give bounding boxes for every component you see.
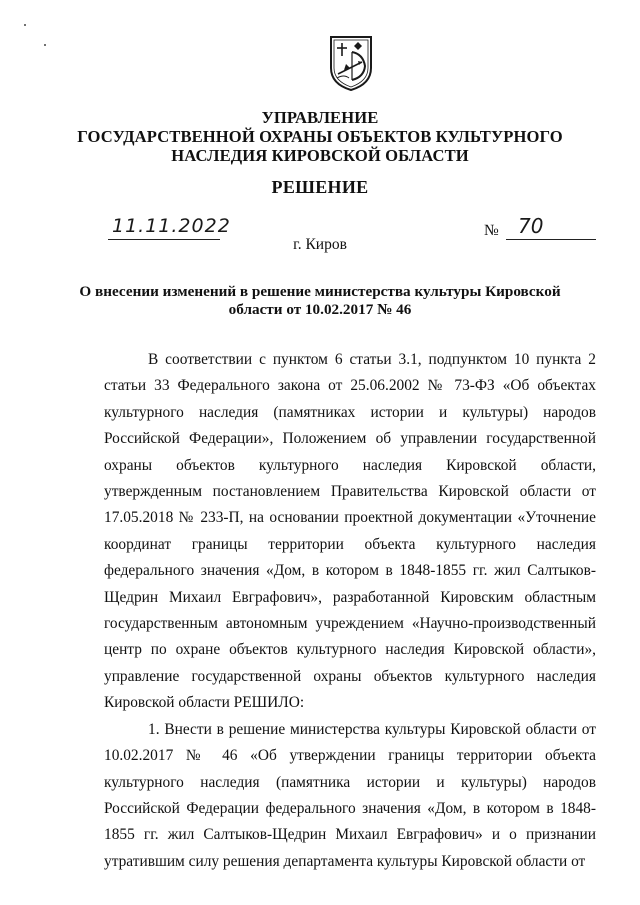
document-type-title: РЕШЕНИЕ: [271, 177, 369, 197]
body-paragraph: В соответствии с пунктом 6 статьи 3.1, подпунктом 10 пункта 2 статьи 33 Федерального закона от 25.06.2002 № 73-ФЗ «Об объектах культурного наследия (памятниках истории и культуры) народов Российской Федерации», Положением об управлении государственной охраны объектов культурного наследия Кировской области, утвержденным постановлением Правительства Кировской области от 17.05.2018 № 233-П, на основании проектной документации «Уточнение координат границы территории объекта культурного наследия федерального значения «Дом, в котором в 1848-1855 гг. жил Салтыков-Щедрин Михаил Евграфович», разработанной Кировским областным государственным автономным учреждением «Научно-производственный центр по охране объектов культурного наследия Кировской области», управление государственной охраны объектов культурного наследия Кировской области РЕШИЛО:: [104, 351, 596, 712]
number-value: 70: [518, 214, 544, 238]
body-paragraph: 1. Внести в решение министерства культуры Кировской области от 10.02.2017 № 46 «Об утверждении границы территории объекта культурного наследия (памятника истории и культуры) народов Российской Федерации федерального значения «Дом, в котором в 1848-1855 гг. жил Салтыков-Щедрин Михаил Евграфович» и о признании утратившим силу решения департамента культуры Кировской области от: [104, 720, 596, 870]
coat-of-arms-icon: [328, 34, 374, 92]
agency-name-line-1: УПРАВЛЕНИЕ: [261, 108, 379, 127]
agency-name-line-2: ГОСУДАРСТВЕННОЙ ОХРАНЫ ОБЪЕКТОВ КУЛЬТУРНОГО: [77, 127, 563, 146]
date-value: 11.11.2022: [112, 215, 231, 237]
subject-line-1: О внесении изменений в решение министерства культуры Кировской: [79, 283, 561, 300]
body-text: [104, 347, 596, 875]
agency-name-line-3: НАСЛЕДИЯ КИРОВСКОЙ ОБЛАСТИ: [171, 146, 469, 165]
number-label: №: [484, 222, 499, 239]
subject-line-2: области от 10.02.2017 № 46: [228, 301, 412, 318]
city: г. Киров: [293, 236, 347, 253]
